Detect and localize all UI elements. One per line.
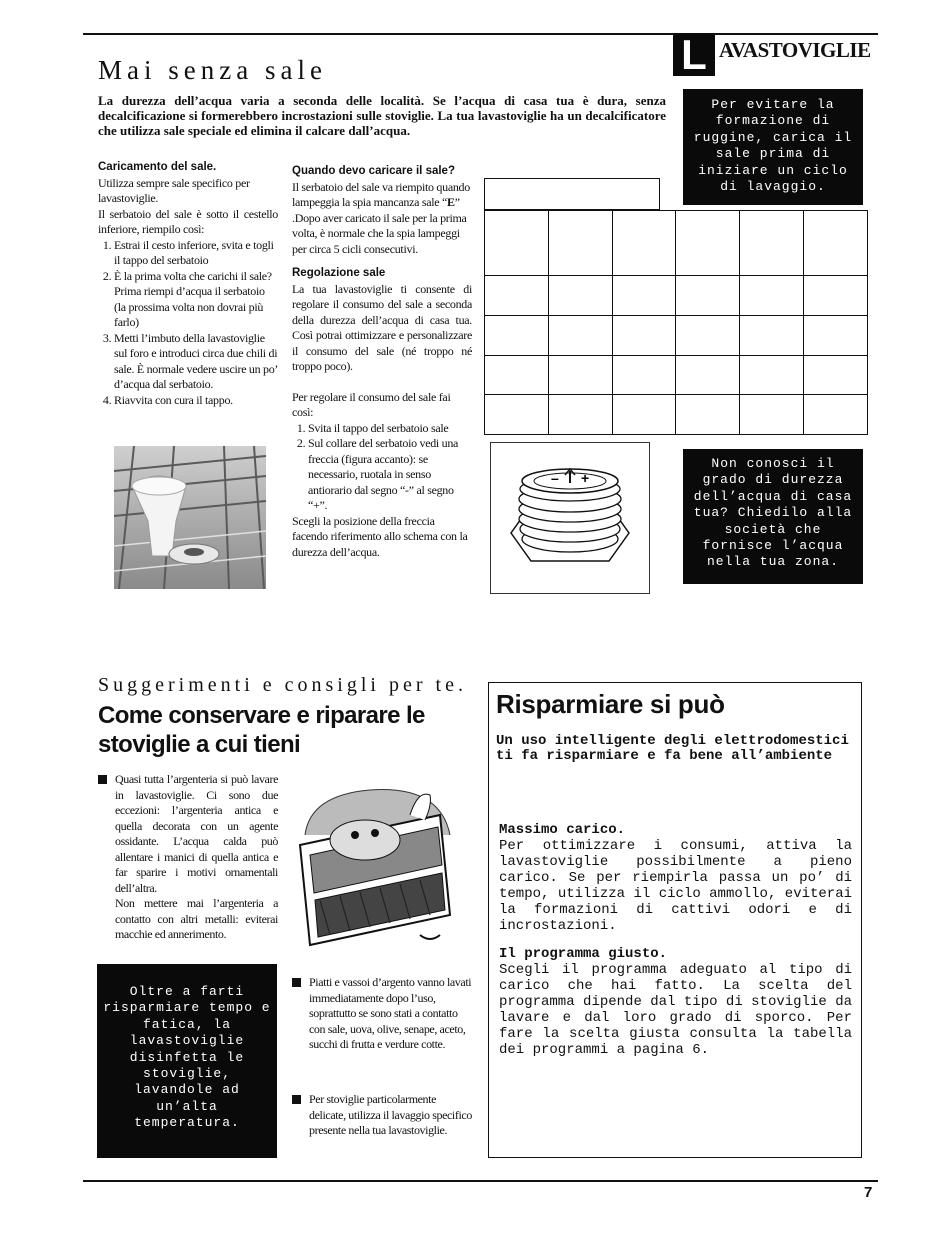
regulation-steps: [292, 421, 472, 514]
indicator-letter: E: [447, 195, 455, 209]
regulation-step-1: 1. Svita il tappo del serbatoio sale: [308, 421, 472, 437]
dishwasher-cartoon: [290, 775, 460, 950]
salt-cap-figure: [490, 442, 650, 594]
bottom-rule: [83, 1180, 878, 1182]
when-text-a: Il serbatoio del sale va riempito quando lampeggia la spia mancanza sale “: [292, 179, 470, 209]
saving-h2: Il programma giusto.: [499, 946, 668, 962]
bullet-square-icon: [292, 978, 301, 987]
grid-cell: [676, 211, 740, 276]
grid-cell: [612, 211, 676, 276]
tips-title: Come conservare e riparare le stoviglie a cui tieni: [98, 702, 425, 758]
saving-h1: Massimo carico.: [499, 822, 626, 838]
grid-cell: [548, 211, 612, 276]
loading-heading: Caricamento del sale.: [98, 161, 217, 173]
section-title: AVASTOVIGLIE: [719, 38, 871, 62]
saving-subtitle: Un uso intelligente degli elettrodomestici ti fa risparmiare e fa bene all’ambiente: [496, 733, 849, 764]
loading-p2: Il serbatoio del sale è sotto il cestello inferiore, riempilo così:: [98, 206, 278, 236]
saving-title: Risparmiare si può: [496, 689, 725, 719]
loading-step-4: 4. Riavvita con cura il tappo.: [114, 393, 278, 409]
page-number: 7: [864, 1184, 873, 1201]
hygiene-tip-box: Oltre a farti risparmiare tempo e fatica, la lavastoviglie disinfetta le stoviglie, lavandole ad un’alta temperatura.: [97, 964, 277, 1158]
salt-reservoir-drawing: [114, 446, 266, 589]
tips-bullet-1-text: Quasi tutta l’argenteria si può lavare in lavastoviglie. Ci sono due eccezioni: l’argenteria antica e quella decorata con un agente ossidante. L’acqua calda può allentare i manici di quella antica e far sparire i motivi ornamentali dell’altra.: [115, 772, 278, 895]
top-rule: [83, 33, 878, 35]
salt-cap-dial-drawing: [491, 443, 649, 593]
loading-steps: [98, 238, 278, 409]
loading-step-1: 1. Estrai il cesto inferiore, svita e togli il tappo del serbatoio: [114, 238, 278, 269]
loading-step-2: 2. È la prima volta che carichi il sale? Prima riempi d’acqua il serbatoio (la prossima volta non dovrai più farlo): [114, 269, 278, 331]
regulation-step-2: 2. Sul collare del serbatoio vedi una freccia (figura accanto): se necessario, ruotala in senso antiorario dal segno “-” al segno “+”.: [308, 436, 472, 514]
grid-cell: [740, 211, 804, 276]
loading-step-3: 3. Metti l’imbuto della lavastoviglie sul foro e introduci circa due chili di sale. È normale vedere uscire un po’ d’acqua dal serbatoio.: [114, 331, 278, 393]
grid-cell: [485, 211, 549, 276]
tips-bullet-1-text-b: Non mettere mai l’argenteria a contatto con altri metalli: eviterai macchie ed annerimento.: [115, 896, 278, 941]
badge-letter: L: [681, 31, 707, 78]
dial-minus: –: [551, 470, 559, 486]
hardness-tip-box: Non conosci il grado di durezza dell’acqua di casa tua? Chiedilo alla società che fornisce l’acqua nella tua zona.: [683, 449, 863, 584]
salt-col-1: [98, 160, 278, 408]
tips-bullet-3-text: Per stoviglie particolarmente delicate, utilizza il lavaggio specifico presente nella tua lavastoviglie.: [309, 1092, 472, 1137]
dishwasher-cartoon-drawing: [290, 775, 460, 950]
salt-lead: La durezza dell’acqua varia a seconda delle località. Se l’acqua di casa tua è dura, senza decalcificazione si formerebbero incrostazioni sulle stoviglie. La tua lavastoviglie ha un decalcificatore che utilizza sale speciale ed elimina il calcare dall’acqua.: [98, 93, 666, 138]
regulation-text: La tua lavastoviglie ti consente di regolare il consumo del sale a seconda della durezza dell’acqua di casa tua. Così potrai ottimizzare e personalizzare il consumo del sale (né troppo né troppo poco).: [292, 281, 472, 373]
hardness-grid: [484, 210, 868, 435]
saving-box: [488, 682, 862, 1158]
regulation-final: Scegli la posizione della freccia facendo riferimento allo schema con la durezza dell’acqua.: [292, 513, 468, 559]
dial-plus: +: [581, 470, 590, 486]
bullet-square-icon: [98, 775, 107, 784]
tips-bullet-1: [98, 772, 278, 943]
salt-title: Mai senza sale: [98, 55, 327, 85]
when-text: [292, 180, 472, 258]
salt-col-2: [292, 164, 472, 560]
tips-bullet-2: [292, 975, 472, 1053]
rust-tip-box: Per evitare la formazione di ruggine, carica il sale prima di iniziare un ciclo di lavaggio.: [683, 89, 863, 205]
tips-kicker: Suggerimenti e consigli per te.: [98, 674, 467, 696]
loading-p1: Utilizza sempre sale specifico per lavastoviglie.: [98, 175, 250, 205]
when-heading: Quando devo caricare il sale?: [292, 165, 455, 177]
when-text-b: ” .Dopo aver caricato il sale per la prima volta, è normale che la spia lampeggi per circa 5 cicli consecutivi.: [292, 195, 467, 256]
tips-bullet-3: [292, 1092, 472, 1139]
grid-cell: [804, 211, 868, 276]
salt-reservoir-photo: [114, 446, 266, 589]
saving-p1: Per ottimizzare i consumi, attiva la lavastoviglie possibilmente a pieno carico. Se per riempirla passa un po’ di tempo, utilizza il ciclo ammollo, eviterai la formazioni di cattivi odori e di incrostazioni.: [499, 838, 852, 934]
hardness-grid-header-cell: [484, 178, 660, 210]
saving-p2: Scegli il programma adeguato al tipo di carico che hai fatto. La scelta del programma dipende dal tipo di stoviglie da lavare e dal loro grado di sporco. Per fare la scelta giusta consulta la tabella dei programmi a pagina 6.: [499, 962, 852, 1058]
tips-bullet-2-text: Piatti e vassoi d’argento vanno lavati immediatamente dopo l’uso, soprattutto se sono stati a contatto con sale, uova, olive, senape, aceto, succhi di frutta e verdure cotte.: [309, 975, 472, 1051]
regulation-heading: Regolazione sale: [292, 267, 386, 279]
regulation-intro: Per regolare il consumo del sale fai così:: [292, 389, 451, 419]
section-badge: [673, 33, 715, 76]
bullet-square-icon: [292, 1095, 301, 1104]
